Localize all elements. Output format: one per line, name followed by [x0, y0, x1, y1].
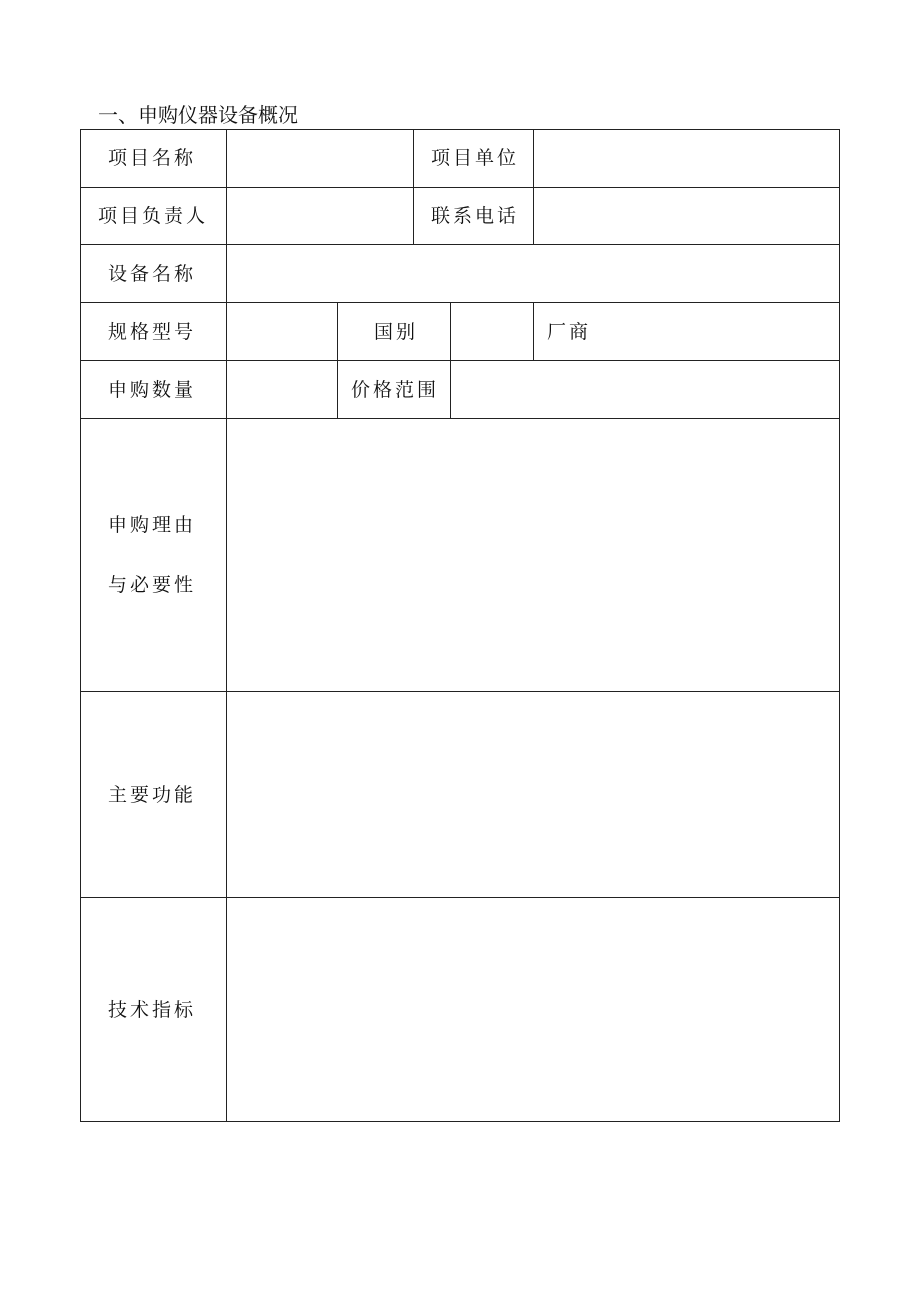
- manufacturer-label: 厂商: [547, 321, 592, 343]
- country-label: 国别: [374, 321, 419, 343]
- table-border-left: [80, 129, 81, 1122]
- reason-field[interactable]: [227, 419, 839, 691]
- equipment-name-field[interactable]: [227, 245, 839, 302]
- project-name-field[interactable]: [227, 130, 413, 187]
- reason-label-line1: 申购理由: [108, 514, 197, 536]
- project-name-label: 项目名称: [108, 147, 197, 169]
- tech-specs-field[interactable]: [227, 898, 839, 1121]
- project-leader-label: 项目负责人: [98, 205, 209, 227]
- project-unit-field[interactable]: [534, 130, 839, 187]
- equipment-name-label: 设备名称: [108, 263, 197, 285]
- main-functions-field[interactable]: [227, 692, 839, 897]
- price-range-label: 价格范围: [351, 379, 440, 401]
- main-functions-label: 主要功能: [108, 784, 197, 806]
- manufacturer-field[interactable]: [600, 303, 839, 360]
- column-divider: [337, 302, 338, 418]
- tech-specs-label: 技术指标: [108, 999, 197, 1021]
- contact-phone-field[interactable]: [534, 188, 839, 244]
- column-divider: [413, 129, 414, 244]
- contact-phone-label: 联系电话: [431, 205, 520, 227]
- equipment-form-table: [80, 129, 840, 1122]
- table-border-bottom: [80, 1121, 840, 1122]
- project-leader-field[interactable]: [227, 188, 413, 244]
- column-divider: [533, 302, 534, 360]
- country-field[interactable]: [451, 303, 533, 360]
- quantity-field[interactable]: [227, 361, 337, 418]
- price-range-field[interactable]: [451, 361, 839, 418]
- spec-model-field[interactable]: [227, 303, 337, 360]
- project-unit-label: 项目单位: [431, 147, 520, 169]
- section-title: 一、申购仪器设备概况: [98, 103, 298, 127]
- quantity-label: 申购数量: [108, 379, 197, 401]
- table-border-right: [839, 129, 840, 1122]
- spec-model-label: 规格型号: [108, 321, 197, 343]
- reason-label-line2: 与必要性: [108, 574, 197, 596]
